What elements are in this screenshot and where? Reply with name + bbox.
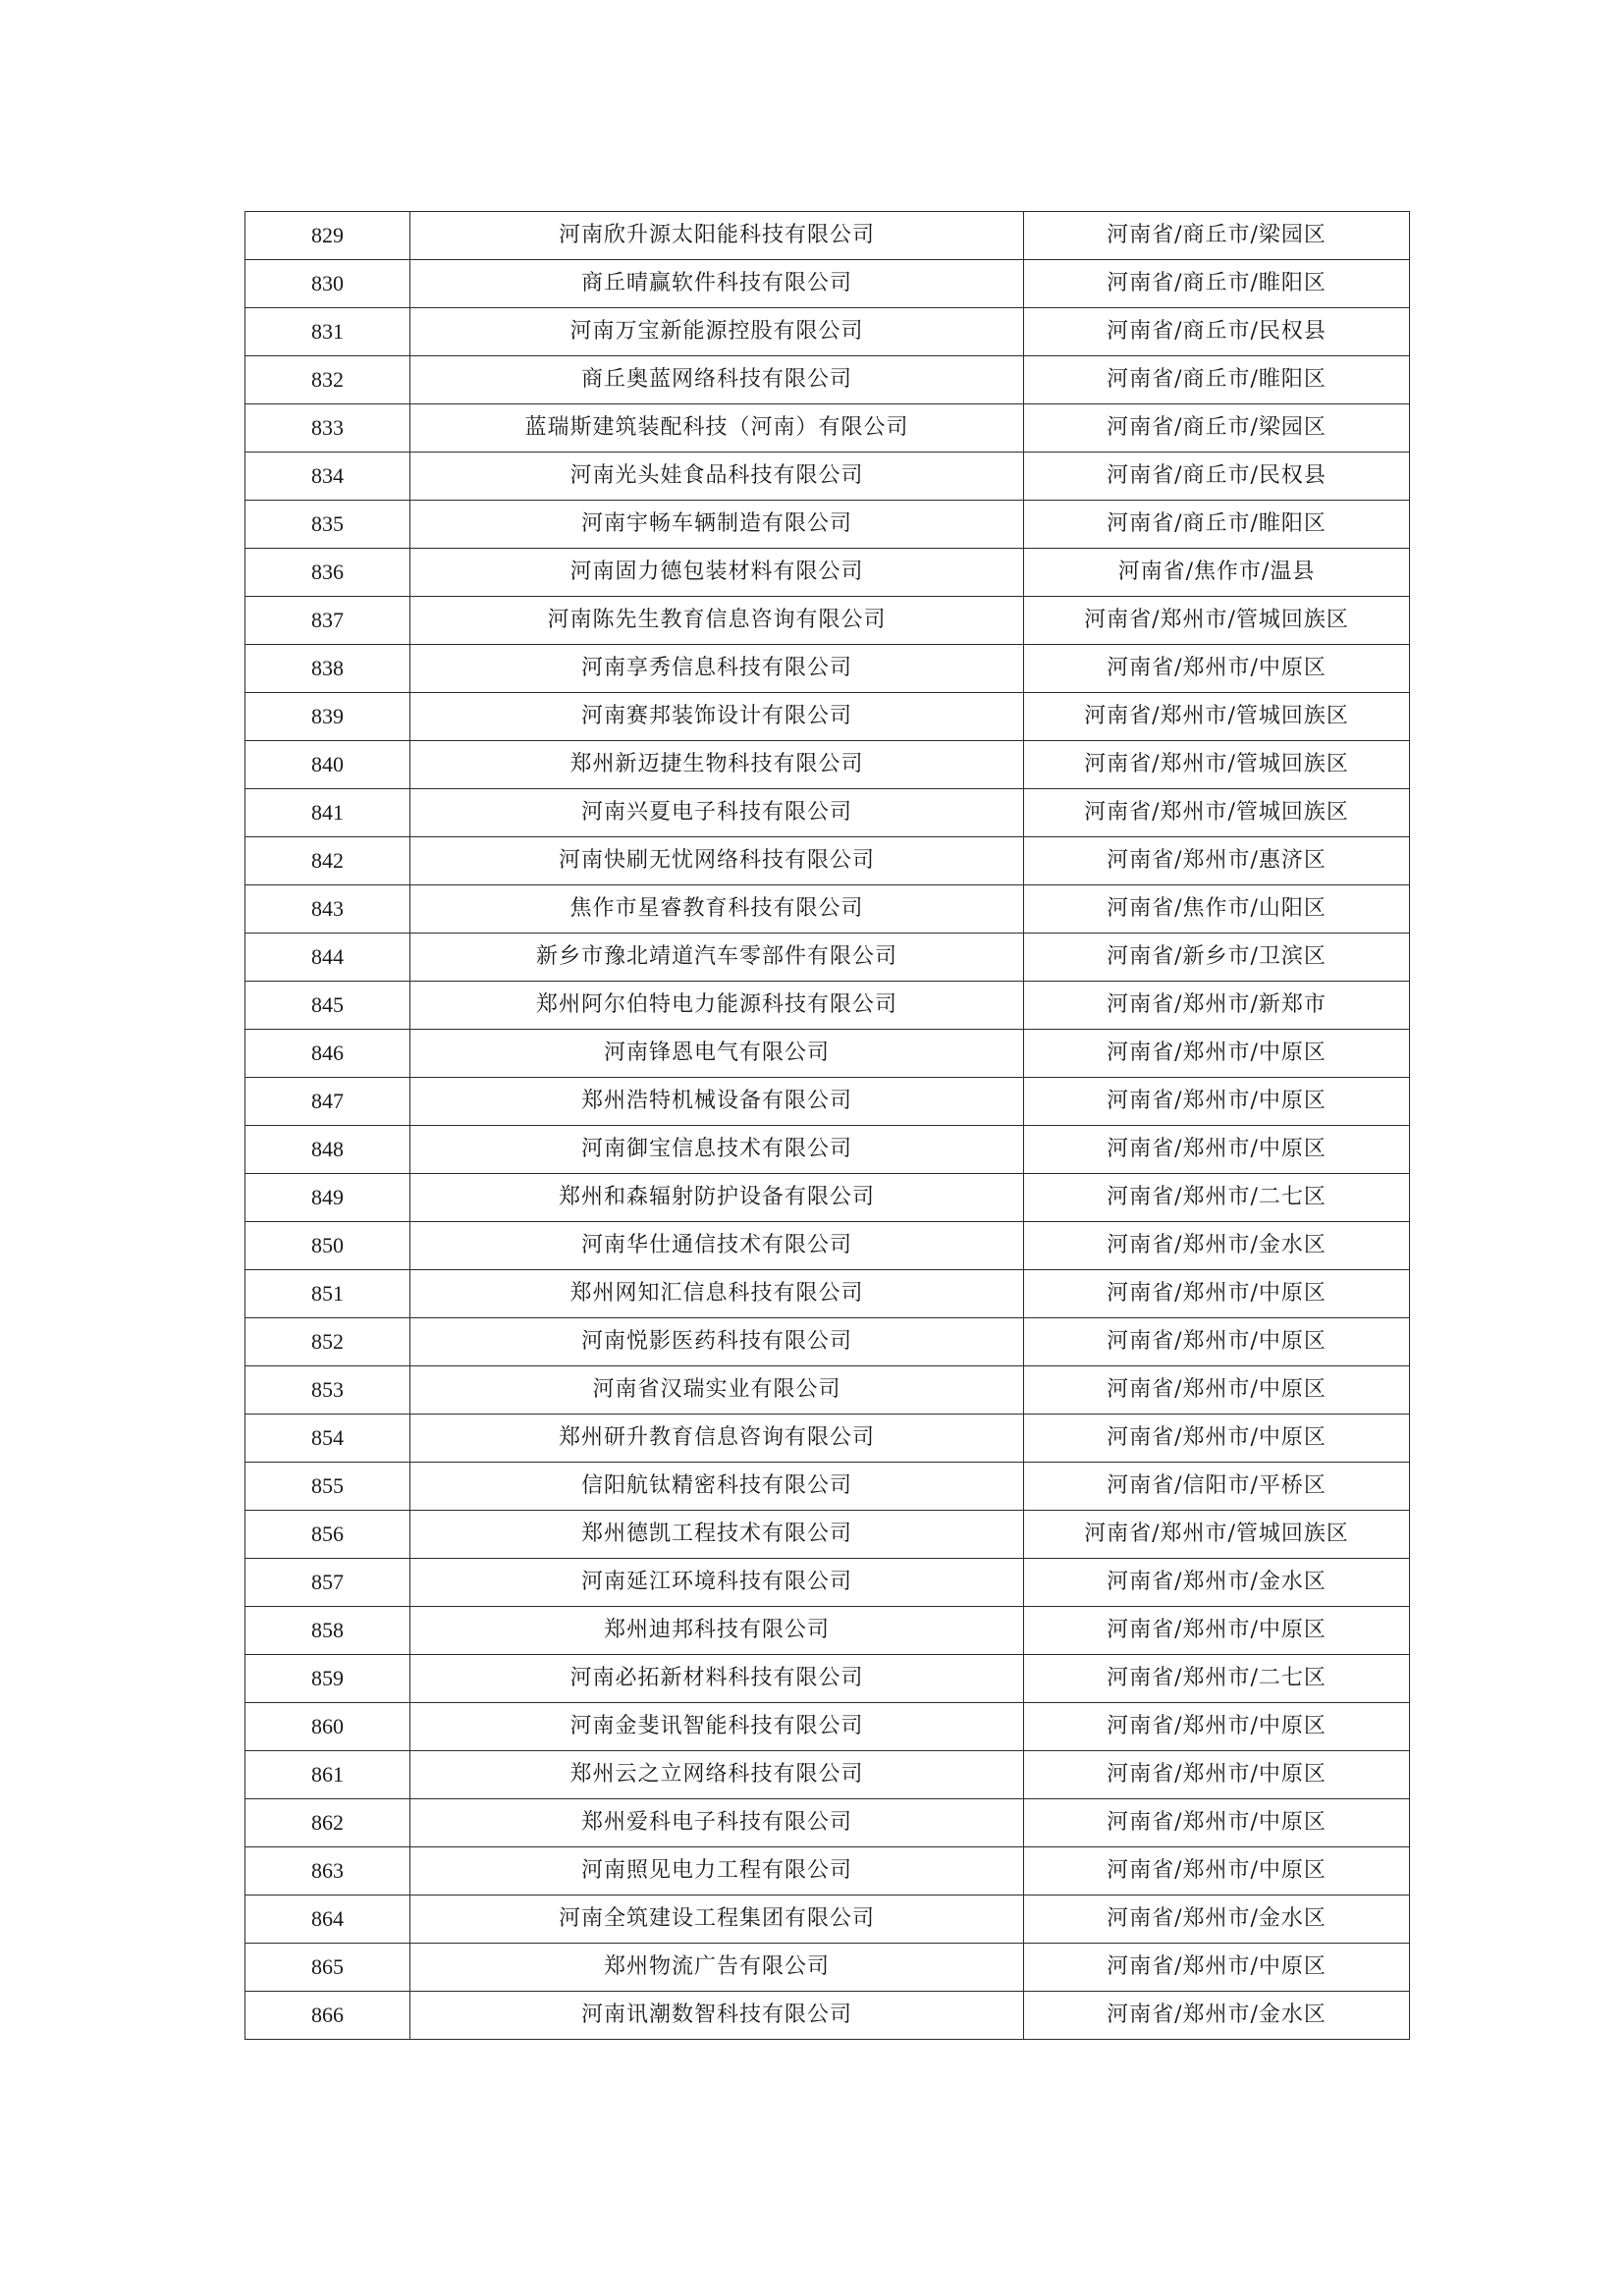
- table-row: [245, 308, 1410, 356]
- table-row: [245, 1944, 1410, 1992]
- region-cell: 河南省/郑州市/中原区: [1024, 1703, 1410, 1751]
- table-row: [245, 1559, 1410, 1607]
- company-name-cell: 郑州研升教育信息咨询有限公司: [410, 1415, 1024, 1463]
- region-cell: 河南省/郑州市/管城回族区: [1024, 741, 1410, 789]
- table-row: [245, 1799, 1410, 1847]
- row-number-cell: 861: [245, 1751, 410, 1799]
- region-cell: 河南省/郑州市/金水区: [1024, 1222, 1410, 1270]
- company-name-cell: 河南光头娃食品科技有限公司: [410, 453, 1024, 501]
- row-number-cell: 832: [245, 356, 410, 404]
- row-number-cell: 830: [245, 260, 410, 308]
- row-number-cell: 853: [245, 1366, 410, 1415]
- region-cell: 河南省/郑州市/中原区: [1024, 1607, 1410, 1655]
- table-row: [245, 1222, 1410, 1270]
- row-number-cell: 837: [245, 597, 410, 645]
- table-row: [245, 404, 1410, 453]
- row-number-cell: 845: [245, 982, 410, 1030]
- company-name-cell: 河南欣升源太阳能科技有限公司: [410, 212, 1024, 260]
- table-row: [245, 1463, 1410, 1511]
- row-number-cell: 851: [245, 1270, 410, 1318]
- table-row: [245, 1847, 1410, 1896]
- region-cell: 河南省/郑州市/管城回族区: [1024, 597, 1410, 645]
- region-cell: 河南省/郑州市/中原区: [1024, 1270, 1410, 1318]
- table-row: [245, 1511, 1410, 1559]
- table-row: [245, 1270, 1410, 1318]
- company-name-cell: 河南延江环境科技有限公司: [410, 1559, 1024, 1607]
- company-name-cell: 河南享秀信息科技有限公司: [410, 645, 1024, 693]
- region-cell: 河南省/焦作市/山阳区: [1024, 885, 1410, 934]
- table-row: [245, 1415, 1410, 1463]
- company-name-cell: 河南陈先生教育信息咨询有限公司: [410, 597, 1024, 645]
- company-name-cell: 河南万宝新能源控股有限公司: [410, 308, 1024, 356]
- region-cell: 河南省/郑州市/管城回族区: [1024, 1511, 1410, 1559]
- row-number-cell: 846: [245, 1030, 410, 1078]
- row-number-cell: 849: [245, 1174, 410, 1222]
- row-number-cell: 839: [245, 693, 410, 741]
- region-cell: 河南省/郑州市/中原区: [1024, 1366, 1410, 1415]
- company-name-cell: 河南悦影医药科技有限公司: [410, 1318, 1024, 1366]
- table-row: [245, 260, 1410, 308]
- row-number-cell: 847: [245, 1078, 410, 1126]
- company-name-cell: 河南省汉瑞实业有限公司: [410, 1366, 1024, 1415]
- row-number-cell: 864: [245, 1896, 410, 1944]
- company-name-cell: 新乡市豫北靖道汽车零部件有限公司: [410, 934, 1024, 982]
- region-cell: 河南省/郑州市/金水区: [1024, 1896, 1410, 1944]
- row-number-cell: 831: [245, 308, 410, 356]
- table-row: [245, 934, 1410, 982]
- row-number-cell: 838: [245, 645, 410, 693]
- table-row: [245, 1703, 1410, 1751]
- region-cell: 河南省/商丘市/睢阳区: [1024, 260, 1410, 308]
- region-cell: 河南省/郑州市/中原区: [1024, 1944, 1410, 1992]
- company-name-cell: 河南兴夏电子科技有限公司: [410, 789, 1024, 837]
- region-cell: 河南省/商丘市/民权县: [1024, 453, 1410, 501]
- table-row: [245, 693, 1410, 741]
- table-row: [245, 356, 1410, 404]
- row-number-cell: 856: [245, 1511, 410, 1559]
- company-name-cell: 河南华仕通信技术有限公司: [410, 1222, 1024, 1270]
- region-cell: 河南省/郑州市/金水区: [1024, 1559, 1410, 1607]
- company-name-cell: 河南金斐讯智能科技有限公司: [410, 1703, 1024, 1751]
- row-number-cell: 834: [245, 453, 410, 501]
- table-row: [245, 837, 1410, 885]
- region-cell: 河南省/商丘市/梁园区: [1024, 212, 1410, 260]
- region-cell: 河南省/郑州市/中原区: [1024, 1318, 1410, 1366]
- company-name-cell: 信阳航钛精密科技有限公司: [410, 1463, 1024, 1511]
- company-name-cell: 河南御宝信息技术有限公司: [410, 1126, 1024, 1174]
- row-number-cell: 865: [245, 1944, 410, 1992]
- region-cell: 河南省/郑州市/新郑市: [1024, 982, 1410, 1030]
- region-cell: 河南省/郑州市/二七区: [1024, 1655, 1410, 1703]
- row-number-cell: 843: [245, 885, 410, 934]
- region-cell: 河南省/郑州市/中原区: [1024, 645, 1410, 693]
- row-number-cell: 833: [245, 404, 410, 453]
- table-row: [245, 1655, 1410, 1703]
- row-number-cell: 835: [245, 501, 410, 549]
- company-name-cell: 郑州阿尔伯特电力能源科技有限公司: [410, 982, 1024, 1030]
- region-cell: 河南省/郑州市/中原区: [1024, 1030, 1410, 1078]
- region-cell: 河南省/商丘市/民权县: [1024, 308, 1410, 356]
- region-cell: 河南省/商丘市/睢阳区: [1024, 501, 1410, 549]
- company-name-cell: 郑州爱科电子科技有限公司: [410, 1799, 1024, 1847]
- company-name-cell: 商丘晴赢软件科技有限公司: [410, 260, 1024, 308]
- company-name-cell: 郑州物流广告有限公司: [410, 1944, 1024, 1992]
- company-name-cell: 河南讯潮数智科技有限公司: [410, 1992, 1024, 2040]
- row-number-cell: 850: [245, 1222, 410, 1270]
- company-name-cell: 郑州和森辐射防护设备有限公司: [410, 1174, 1024, 1222]
- region-cell: 河南省/郑州市/金水区: [1024, 1992, 1410, 2040]
- row-number-cell: 841: [245, 789, 410, 837]
- row-number-cell: 857: [245, 1559, 410, 1607]
- row-number-cell: 860: [245, 1703, 410, 1751]
- region-cell: 河南省/郑州市/中原区: [1024, 1847, 1410, 1896]
- company-name-cell: 河南全筑建设工程集团有限公司: [410, 1896, 1024, 1944]
- table-row: [245, 741, 1410, 789]
- table-row: [245, 982, 1410, 1030]
- company-name-cell: 焦作市星睿教育科技有限公司: [410, 885, 1024, 934]
- company-name-cell: 郑州迪邦科技有限公司: [410, 1607, 1024, 1655]
- row-number-cell: 840: [245, 741, 410, 789]
- company-name-cell: 郑州新迈捷生物科技有限公司: [410, 741, 1024, 789]
- region-cell: 河南省/郑州市/中原区: [1024, 1126, 1410, 1174]
- row-number-cell: 829: [245, 212, 410, 260]
- company-name-cell: 郑州网知汇信息科技有限公司: [410, 1270, 1024, 1318]
- region-cell: 河南省/信阳市/平桥区: [1024, 1463, 1410, 1511]
- region-cell: 河南省/郑州市/中原区: [1024, 1751, 1410, 1799]
- region-cell: 河南省/郑州市/中原区: [1024, 1799, 1410, 1847]
- row-number-cell: 854: [245, 1415, 410, 1463]
- region-cell: 河南省/郑州市/管城回族区: [1024, 693, 1410, 741]
- company-name-cell: 郑州德凯工程技术有限公司: [410, 1511, 1024, 1559]
- table-row: [245, 597, 1410, 645]
- company-name-cell: 河南固力德包装材料有限公司: [410, 549, 1024, 597]
- row-number-cell: 855: [245, 1463, 410, 1511]
- company-list-table: [244, 211, 1410, 2040]
- table-row: [245, 645, 1410, 693]
- company-name-cell: 河南锋恩电气有限公司: [410, 1030, 1024, 1078]
- table-row: [245, 501, 1410, 549]
- company-name-cell: 河南必拓新材料科技有限公司: [410, 1655, 1024, 1703]
- table-row: [245, 1607, 1410, 1655]
- table-row: [245, 1126, 1410, 1174]
- table-row: [245, 1751, 1410, 1799]
- company-name-cell: 商丘奥蓝网络科技有限公司: [410, 356, 1024, 404]
- region-cell: 河南省/新乡市/卫滨区: [1024, 934, 1410, 982]
- company-name-cell: 河南快刷无忧网络科技有限公司: [410, 837, 1024, 885]
- table-row: [245, 885, 1410, 934]
- region-cell: 河南省/商丘市/梁园区: [1024, 404, 1410, 453]
- row-number-cell: 858: [245, 1607, 410, 1655]
- table-row: [245, 1366, 1410, 1415]
- table-row: [245, 1896, 1410, 1944]
- company-name-cell: 河南赛邦装饰设计有限公司: [410, 693, 1024, 741]
- row-number-cell: 842: [245, 837, 410, 885]
- company-name-cell: 河南照见电力工程有限公司: [410, 1847, 1024, 1896]
- row-number-cell: 844: [245, 934, 410, 982]
- table-row: [245, 1318, 1410, 1366]
- table-row: [245, 1992, 1410, 2040]
- company-list-body: [245, 212, 1410, 2040]
- region-cell: 河南省/郑州市/中原区: [1024, 1078, 1410, 1126]
- company-name-cell: 郑州云之立网络科技有限公司: [410, 1751, 1024, 1799]
- region-cell: 河南省/郑州市/惠济区: [1024, 837, 1410, 885]
- table-row: [245, 453, 1410, 501]
- row-number-cell: 863: [245, 1847, 410, 1896]
- row-number-cell: 866: [245, 1992, 410, 2040]
- row-number-cell: 862: [245, 1799, 410, 1847]
- table-row: [245, 1030, 1410, 1078]
- row-number-cell: 836: [245, 549, 410, 597]
- region-cell: 河南省/郑州市/二七区: [1024, 1174, 1410, 1222]
- table-row: [245, 549, 1410, 597]
- company-name-cell: 蓝瑞斯建筑装配科技（河南）有限公司: [410, 404, 1024, 453]
- region-cell: 河南省/郑州市/管城回族区: [1024, 789, 1410, 837]
- region-cell: 河南省/郑州市/中原区: [1024, 1415, 1410, 1463]
- region-cell: 河南省/焦作市/温县: [1024, 549, 1410, 597]
- region-cell: 河南省/商丘市/睢阳区: [1024, 356, 1410, 404]
- table-row: [245, 1174, 1410, 1222]
- company-name-cell: 郑州浩特机械设备有限公司: [410, 1078, 1024, 1126]
- company-name-cell: 河南宇畅车辆制造有限公司: [410, 501, 1024, 549]
- table-row: [245, 789, 1410, 837]
- table-row: [245, 212, 1410, 260]
- row-number-cell: 859: [245, 1655, 410, 1703]
- row-number-cell: 848: [245, 1126, 410, 1174]
- row-number-cell: 852: [245, 1318, 410, 1366]
- table-row: [245, 1078, 1410, 1126]
